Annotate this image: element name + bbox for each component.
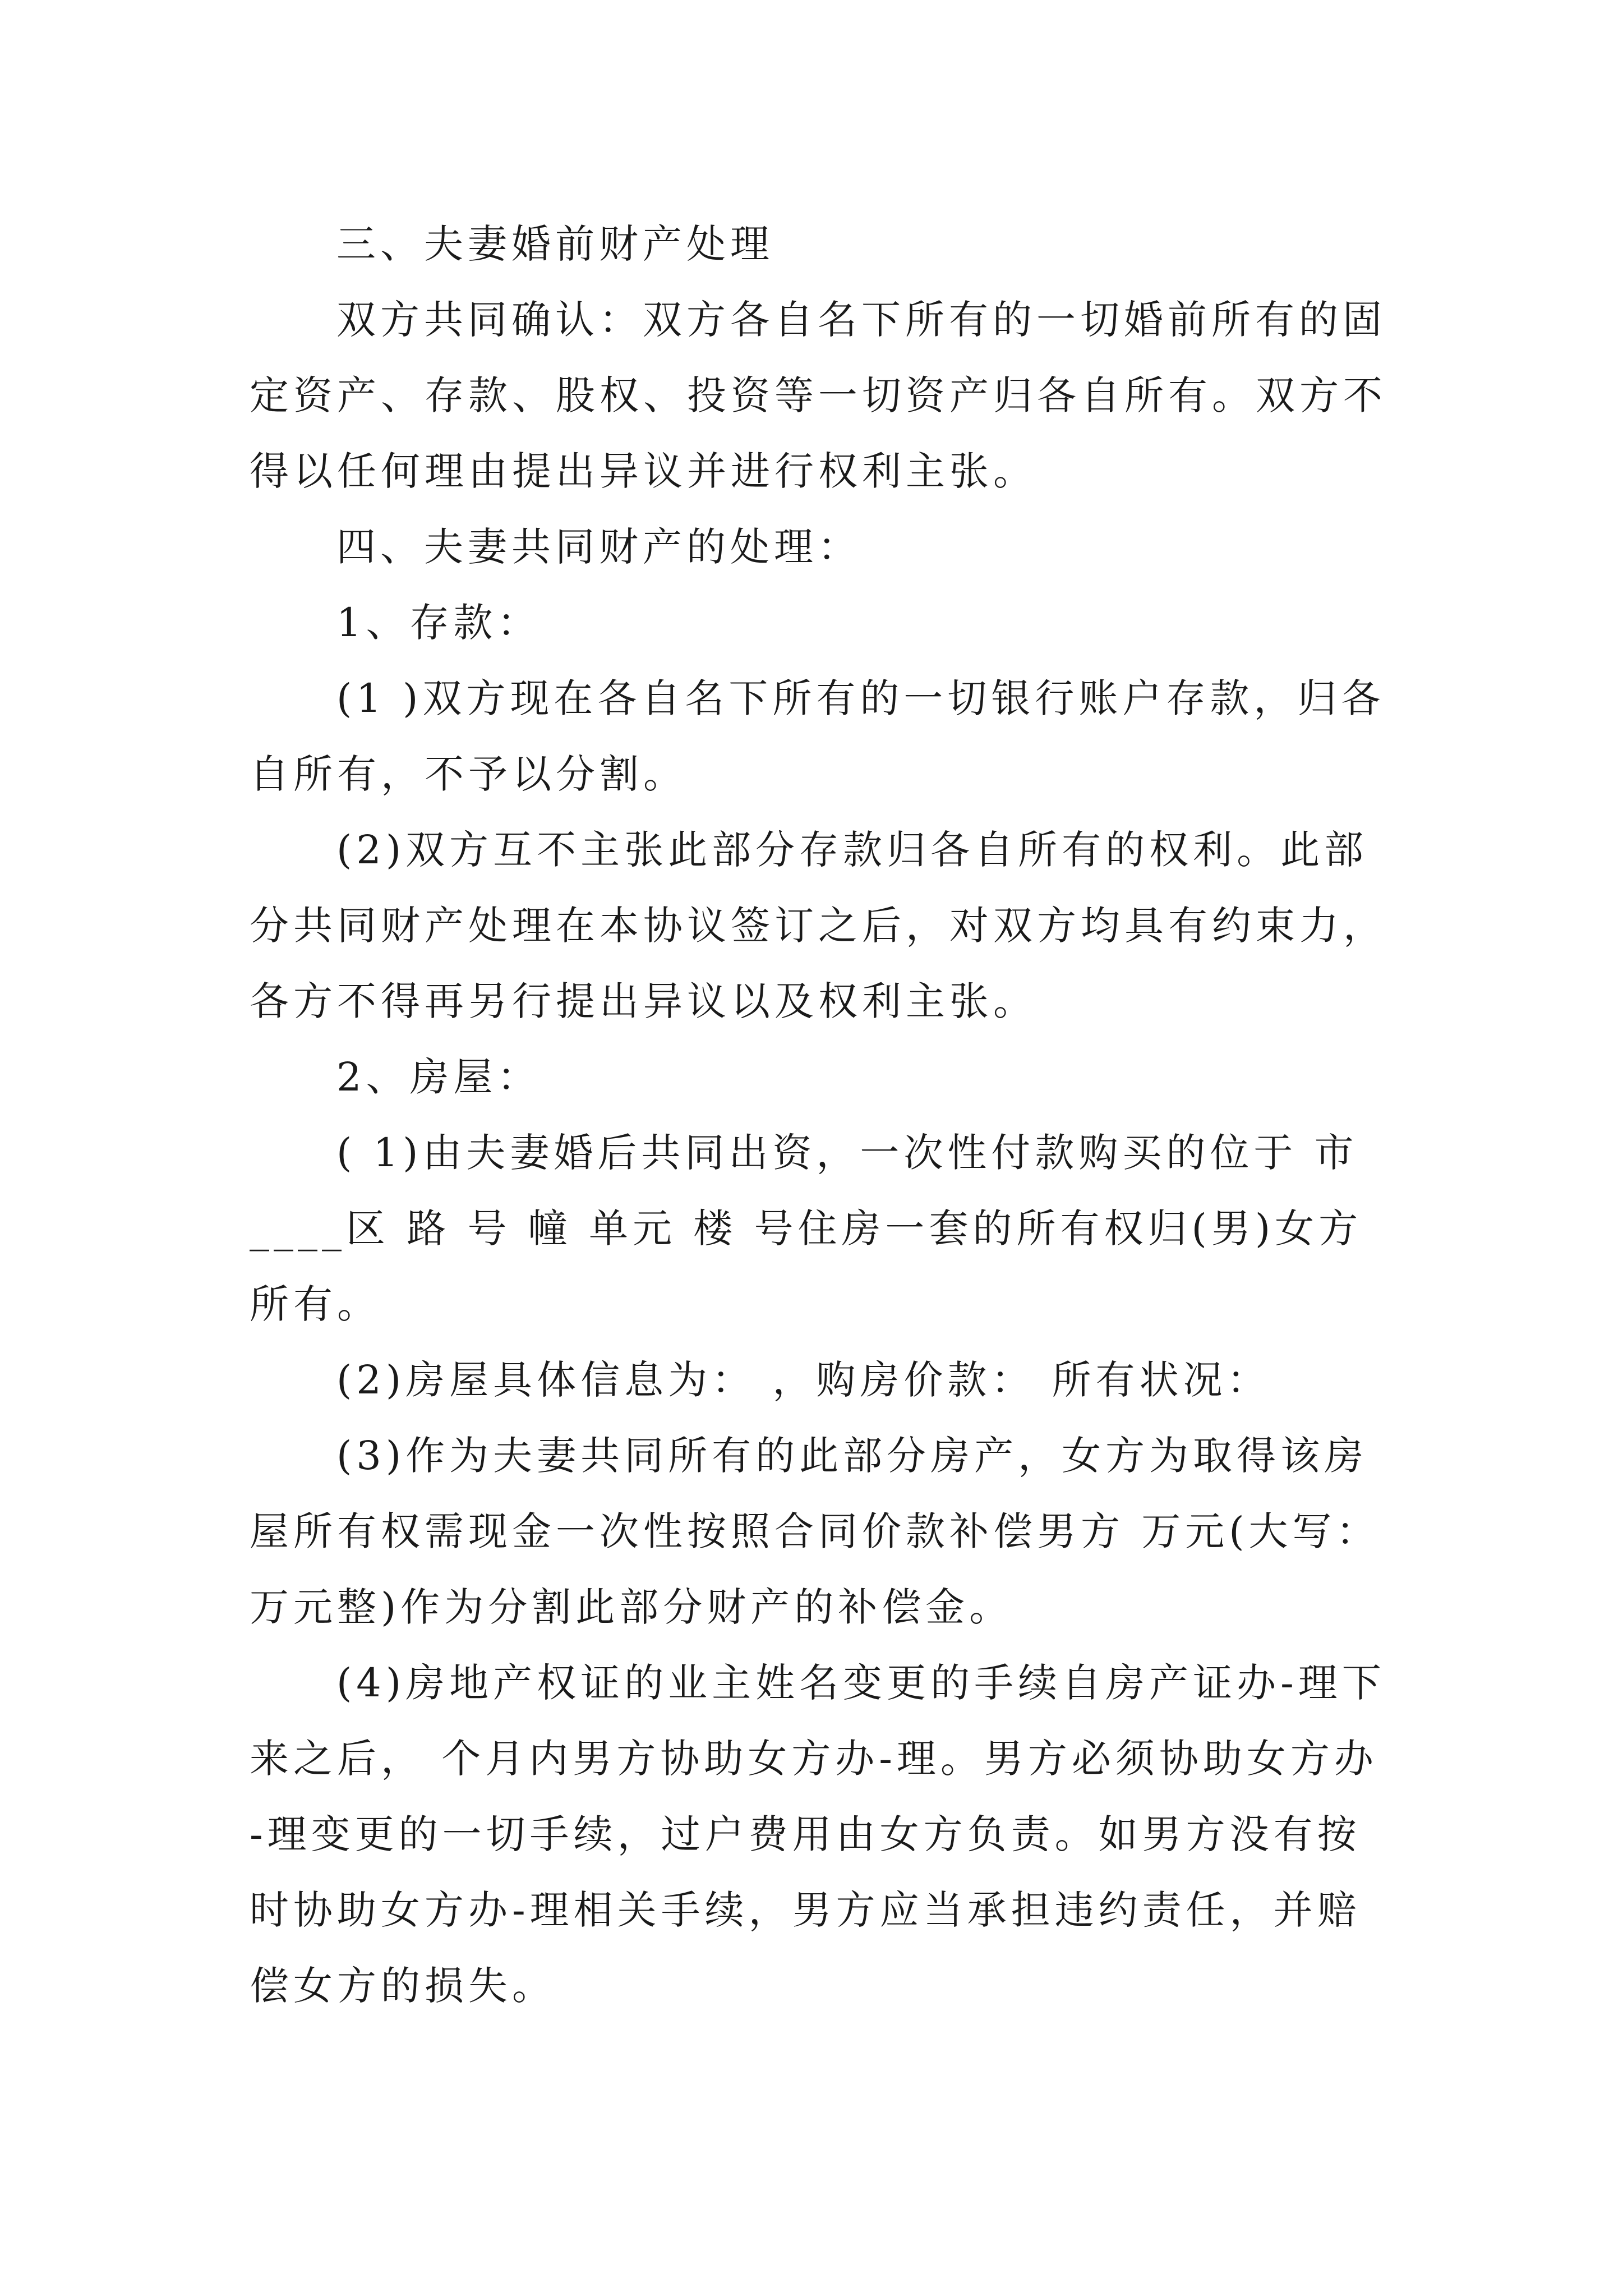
paragraph-line: 万元整)作为分割此部分财产的补偿金。 <box>250 1584 1013 1630</box>
paragraph-line: (3)作为夫妻共同所有的此部分房产，女方为取得该房 <box>336 1433 1368 1479</box>
paragraph-line: 偿女方的损失。 <box>250 1963 556 2009</box>
paragraph-line: ( 1)由夫妻婚后共同出资，一次性付款购买的位于 市 <box>336 1130 1358 1176</box>
paragraph-line: (2)房屋具体信息为： ，购房价款： 所有状况： <box>336 1357 1271 1403</box>
paragraph-line: 各方不得再另行提出异议以及权利主张。 <box>250 978 1037 1024</box>
paragraph-line: 自所有，不予以分割。 <box>250 751 687 797</box>
subheading-deposits: 1、存款： <box>336 600 541 646</box>
subheading-housing: 2、房屋： <box>336 1054 541 1100</box>
paragraph-line: -理变更的一切手续，过户费用由女方负责。如男方没有按 <box>250 1811 1361 1857</box>
paragraph-line: 定资产、存款、股权、投资等一切资产归各自所有。双方不 <box>250 372 1387 418</box>
paragraph-line: 得以任何理由提出异议并进行权利主张。 <box>250 448 1037 494</box>
section-heading-joint-property: 四、夫妻共同财产的处理： <box>336 524 861 570</box>
section-heading-premarital-property: 三、夫妻婚前财产处理 <box>336 221 774 267</box>
paragraph-line: 来之后， 个月内男方协助女方办-理。男方必须协助女方办 <box>250 1736 1378 1782</box>
paragraph-line: 双方共同确认：双方各自名下所有的一切婚前所有的固 <box>336 297 1386 343</box>
paragraph-line: (4)房地产权证的业主姓名变更的手续自房产证办-理下 <box>336 1660 1386 1706</box>
paragraph-line: ____区 路 号 幢 单元 楼 号住房一套的所有权归(男)女方 <box>250 1205 1363 1251</box>
paragraph-line: 所有。 <box>250 1281 381 1327</box>
paragraph-line: 时协助女方办-理相关手续，男方应当承担违约责任，并赔 <box>250 1887 1361 1933</box>
paragraph-line: 分共同财产处理在本协议签订之后，对双方均具有约束力， <box>250 903 1387 949</box>
paragraph-line: (2)双方互不主张此部分存款归各自所有的权利。此部 <box>336 827 1368 873</box>
paragraph-line: 屋所有权需现金一次性按照合同价款补偿男方 万元(大写： <box>250 1508 1380 1554</box>
paragraph-line: (1 )双方现在各自名下所有的一切银行账户存款，归各 <box>336 675 1385 721</box>
